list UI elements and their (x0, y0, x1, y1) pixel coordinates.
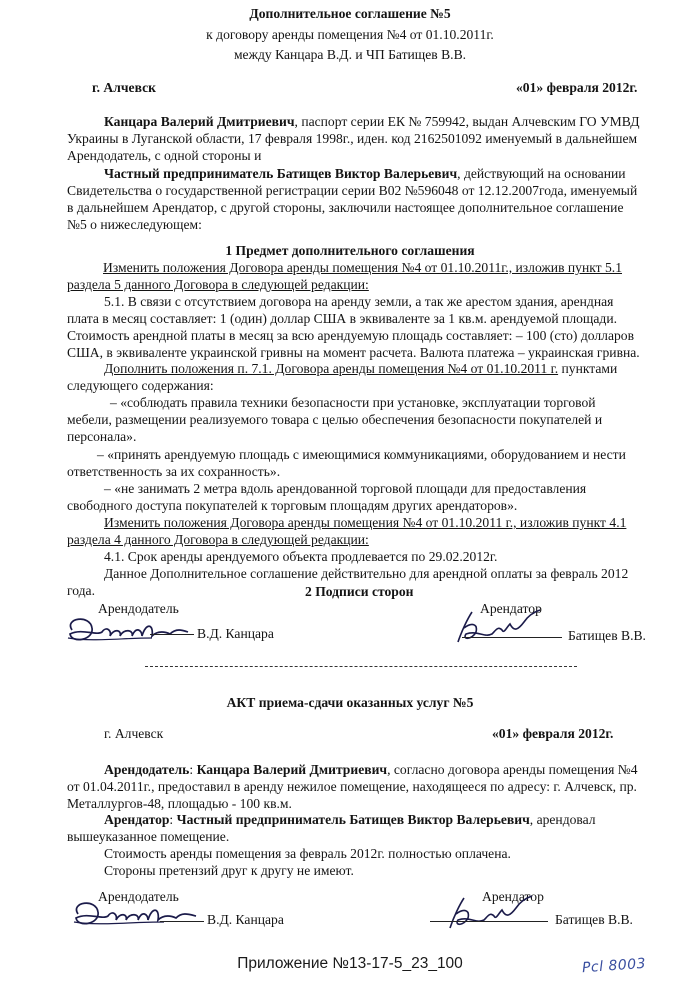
party2-basis: , действующий на основании (457, 166, 626, 181)
party1-line1 (104, 114, 640, 130)
act-line5: вышеуказанное помещение. (67, 829, 230, 844)
bullet3-line2: свободного доступа покупателей к торговым площадям других арендаторов». (67, 498, 518, 513)
tenant-signature (448, 604, 558, 652)
clause2-underlined: Дополнить положения п. 7.1. Договора аренды помещения №4 от 01.10.2011 г. (104, 361, 559, 376)
bullet1-line2: мебели, размещении реализуемого товара с целью обеспечения безопасности покупателей и (67, 412, 603, 427)
header-line-contract: к договору аренды помещения №4 от 01.10.2011г. (206, 27, 494, 42)
landlord-name: В.Д. Канцара (197, 626, 274, 641)
point51-line3: Стоимость арендной платы в месяц за всю арендуемую площадь составляет: – 100 (сто) долларов (67, 328, 634, 343)
act-line3: Металлургов-48, площадью - 100 кв.м. (67, 796, 292, 811)
act-line4 (104, 812, 596, 828)
tenant-name: Батищев В.В. (568, 628, 646, 643)
act-tenant-rest: , арендовал (529, 812, 596, 827)
act-landlord-name: Канцара Валерий Дмитриевич (196, 762, 388, 777)
party1-name: Канцара Валерий Дмитриевич (104, 114, 295, 129)
party1-line2: Украины в Луганской области, 17 февраля 1998г., иден. код 2162501092 именуемый в дальнейшем (67, 131, 638, 146)
final-line2: года. (67, 583, 95, 598)
act-tenant-signature (440, 888, 550, 938)
final-line1: Данное Дополнительное соглашение действительно для арендной оплаты за февраль 2012 (104, 566, 629, 581)
act-landlord-name: В.Д. Канцара (207, 912, 284, 927)
point51-line2: плата в месяц составляет: 1 (один) доллар США в эквиваленте за 1 кв.м. арендуемой площади. (67, 311, 617, 326)
clause1-line2: раздела 5 данного Договора в следующей редакции: (67, 277, 369, 292)
act-date: «01» февраля 2012г. (492, 726, 614, 741)
act-line1 (104, 762, 638, 778)
appendix-footer: Приложение №13-17-5_23_100 (237, 955, 463, 972)
party2-line2: Свидетельства о государственной регистрации серии В02 №596048 от 12.12.2007года, именуемый (67, 183, 638, 198)
act-line7: Стороны претензий друг к другу не имеют. (104, 863, 354, 878)
act-city: г. Алчевск (104, 726, 164, 741)
handwritten-stamp: Pcl 8003 (581, 955, 647, 977)
party1-line3: Арендодатель, с одной стороны и (67, 148, 262, 163)
tenant-label: Арендатор (480, 601, 542, 616)
party2-line3: в дальнейшем Арендатор, с другой стороны, заключили настоящее дополнительное соглашение (67, 200, 624, 215)
landlord-signature (62, 608, 202, 650)
point51-line1: 5.1. В связи с отсутствием договора на аренду земли, а так же арестом здания, арендная (104, 294, 614, 309)
act-tenant-label: Арендатор (104, 812, 170, 827)
city: г. Алчевск (92, 80, 156, 95)
section2-heading: 2 Подписи сторон (305, 584, 414, 599)
act-title: АКТ приема-сдачи оказанных услуг №5 (226, 695, 474, 710)
section1-heading: 1 Предмет дополнительного соглашения (225, 243, 475, 258)
party2-line1 (104, 166, 626, 182)
act-line6: Стоимость аренды помещения за февраль 2012г. полностью оплачена. (104, 846, 511, 861)
act-landlord-sign-label: Арендодатель (98, 889, 179, 904)
bullet1-line3: персонала». (67, 429, 137, 444)
act-tenant-name: Батищев В.В. (555, 912, 633, 927)
clause1-line1: Изменить положения Договора аренды помещения №4 от 01.10.2011г., изложив пункт 5.1 (103, 260, 622, 275)
point51-line4: США, в эквиваленте украинской гривны на момент расчета. Валюта платежа – украинская гривна. (67, 345, 640, 360)
act-line2: от 01.04.2011г., предоставил в аренду нежилое помещение, находящееся по адресу: г. Алчевск, пр. (67, 779, 637, 794)
clause3-line1: Изменить положения Договора аренды помещения №4 от 01.10.2011 г., изложив пункт 4.1 (104, 515, 627, 530)
party2-line4: №5 о нижеследующем: (67, 217, 202, 232)
bullet3-line1: – «не занимать 2 метра вдоль арендованной торговой площади для предоставления (104, 481, 587, 496)
tenant-signature-line (462, 637, 562, 638)
bullet2-line1: – «принять арендуемую площадь с имеющимися коммуникациями, оборудованием и нести (97, 447, 626, 462)
act-tenant-sign-label: Арендатор (482, 889, 544, 904)
clause2-line1 (104, 361, 617, 377)
act-landlord-signature-line (160, 921, 204, 922)
act-sep1: : (189, 762, 197, 777)
bullet2-line2: ответственность за их сохранность». (67, 464, 281, 479)
act-sep2: : (169, 812, 177, 827)
clause3-line2: раздела 4 данного Договора в следующей редакции: (67, 532, 369, 547)
bullet1-line1: – «соблюдать правила техники безопасности при установке, эксплуатации торговой (110, 395, 596, 410)
clause2-tail: пунктами (558, 361, 618, 376)
date: «01» февраля 2012г. (516, 80, 638, 95)
point41: 4.1. Срок аренды арендуемого объекта продлевается по 29.02.2012г. (104, 549, 498, 564)
party1-passport: , паспорт серии ЕК № 759942, выдан Алчевским ГО УМВД (294, 114, 640, 129)
act-landlord-rest: , согласно договора аренды помещения №4 (387, 762, 638, 777)
act-landlord-label: Арендодатель (104, 762, 190, 777)
document-title: Дополнительное соглашение №5 (249, 6, 451, 21)
act-landlord-signature (68, 894, 208, 934)
act-tenant-signature-line (430, 921, 548, 922)
clause2-line2: следующего содержания: (67, 378, 214, 393)
landlord-label: Арендодатель (98, 601, 179, 616)
header-line-parties: между Канцара В.Д. и ЧП Батищев В.В. (233, 47, 467, 62)
landlord-signature-line (150, 634, 194, 635)
party2-name: Частный предприниматель Батищев Виктор Валерьевич (104, 166, 458, 181)
separator (145, 666, 577, 667)
act-tenant-name: Частный предприниматель Батищев Виктор Валерьевич (176, 812, 530, 827)
